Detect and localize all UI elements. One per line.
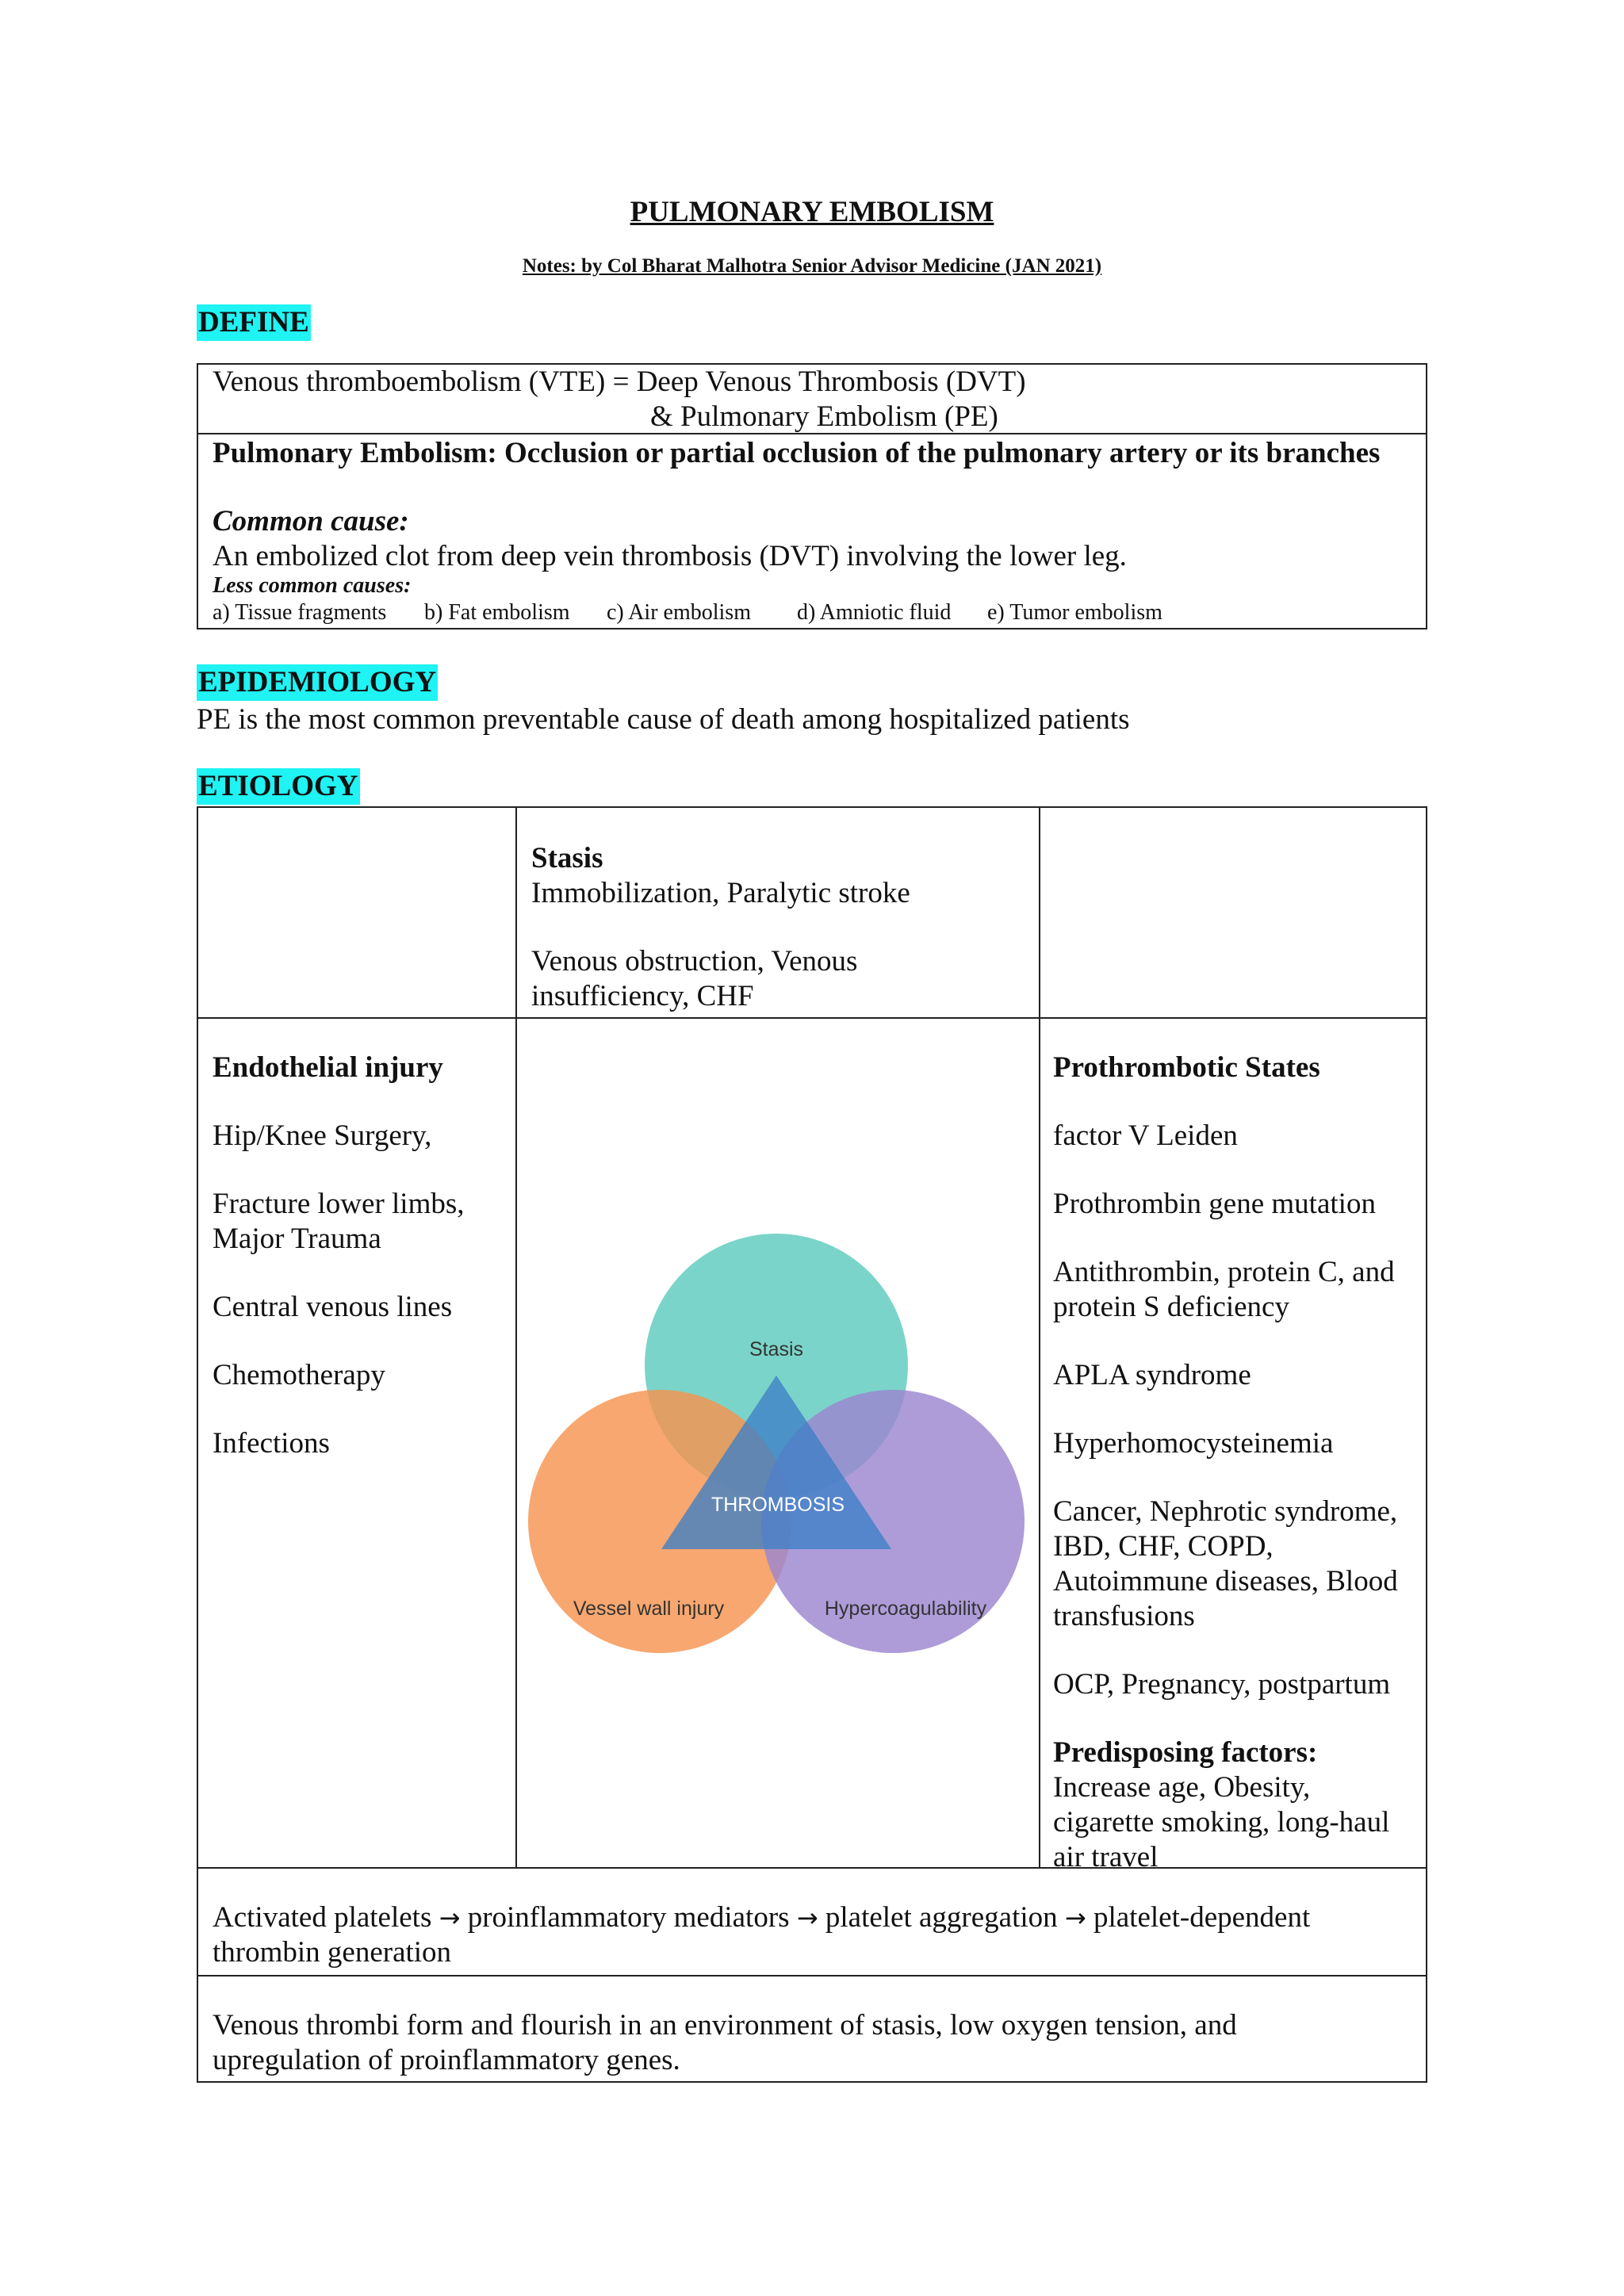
table-divider <box>1039 808 1040 1867</box>
vte-line-2: & Pulmonary Embolism (PE) <box>650 400 998 433</box>
etiology-heading: ETIOLOGY <box>197 768 360 805</box>
venous-thrombi-line-2: upregulation of proinflammatory genes. <box>213 2044 680 2076</box>
endothelial-title: Endothelial injury <box>213 1051 443 1084</box>
platelets-line-2: thrombin generation <box>213 1936 452 1969</box>
table-divider <box>198 1975 1426 1976</box>
less-common-item: c) Air embolism <box>607 600 751 625</box>
platelets-part: platelet-dependent <box>1093 1901 1311 1934</box>
vte-row <box>198 365 1426 434</box>
epidemiology-text: PE is the most common preventable cause of death among hospitalized patients <box>197 703 1130 736</box>
prothrombotic-item: Autoimmune diseases, Blood <box>1053 1565 1398 1598</box>
arrow-icon: → <box>796 1903 818 1933</box>
prothrombotic-item: factor V Leiden <box>1053 1119 1238 1152</box>
prothrombotic-item: Hyperhomocysteinemia <box>1053 1427 1334 1460</box>
predisposing-line: air travel <box>1053 1841 1159 1873</box>
prothrombotic-item: Prothrombin gene mutation <box>1053 1188 1376 1220</box>
prothrombotic-item: Antithrombin, protein C, and <box>1053 1256 1395 1288</box>
pe-definition: Pulmonary Embolism: Occlusion or partial occlusion of the pulmonary artery or its branches <box>213 437 1381 469</box>
arrow-icon: → <box>1064 1903 1086 1933</box>
predisposing-title: Predisposing factors: <box>1053 1736 1318 1769</box>
stasis-item: insufficiency, CHF <box>531 980 754 1012</box>
endothelial-item: Hip/Knee Surgery, <box>213 1119 432 1152</box>
stasis-cell <box>531 841 1023 1014</box>
less-common-item: d) Amniotic fluid <box>797 600 952 625</box>
prothrombotic-cell <box>1053 1050 1418 1875</box>
prothrombotic-item: OCP, Pregnancy, postpartum <box>1053 1668 1391 1701</box>
venous-thrombi-line-1: Venous thrombi form and flourish in an environment of stasis, low oxygen tension, and <box>213 2009 1237 2042</box>
venous-thrombi-row <box>213 2008 1410 2078</box>
platelets-part: platelet aggregation <box>825 1901 1058 1934</box>
prothrombotic-title: Prothrombotic States <box>1053 1051 1320 1084</box>
define-heading: DEFINE <box>197 304 311 341</box>
page-title: PULMONARY EMBOLISM <box>630 196 994 228</box>
stasis-item: Venous obstruction, Venous <box>531 945 858 978</box>
less-common-item: a) Tissue fragments <box>213 600 387 625</box>
etiology-table <box>197 806 1427 2083</box>
platelets-part: Activated platelets <box>213 1901 432 1934</box>
endothelial-cell <box>213 1050 506 1461</box>
venn-hyper-label: Hypercoagulability <box>824 1598 987 1620</box>
prothrombotic-item: protein S deficiency <box>1053 1291 1289 1323</box>
predisposing-line: cigarette smoking, long-haul <box>1053 1806 1390 1839</box>
venn-vessel-label: Vessel wall injury <box>573 1598 725 1620</box>
endothelial-item: Fracture lower limbs, <box>213 1188 465 1220</box>
platelets-part: proinflammatory mediators <box>467 1901 790 1934</box>
common-cause-text: An embolized clot from deep vein thrombosis (DVT) involving the lower leg. <box>213 540 1127 572</box>
thrombosis-venn-diagram <box>517 1019 1037 1866</box>
vte-line-1: Venous thromboembolism (VTE) = Deep Venous Thrombosis (DVT) <box>213 365 1026 398</box>
stasis-title: Stasis <box>531 842 603 874</box>
platelets-row <box>213 1900 1410 1970</box>
prothrombotic-item: Cancer, Nephrotic syndrome, <box>1053 1495 1398 1528</box>
page-subtitle: Notes: by Col Bharat Malhotra Senior Advisor Medicine (JAN 2021) <box>522 255 1102 277</box>
prothrombotic-item: transfusions <box>1053 1600 1195 1632</box>
epidemiology-heading: EPIDEMIOLOGY <box>197 664 438 701</box>
venn-stasis-label: Stasis <box>749 1338 804 1360</box>
prothrombotic-item: APLA syndrome <box>1053 1359 1251 1391</box>
venn-center-label: THROMBOSIS <box>710 1494 845 1516</box>
less-common-label: Less common causes: <box>213 573 412 598</box>
endothelial-item: Major Trauma <box>213 1223 381 1255</box>
arrow-icon: → <box>439 1903 461 1933</box>
define-box <box>197 363 1427 629</box>
less-common-item: b) Fat embolism <box>424 600 570 625</box>
predisposing-line: Increase age, Obesity, <box>1053 1771 1311 1804</box>
common-cause-label: Common cause: <box>213 505 409 538</box>
less-common-item: e) Tumor embolism <box>987 600 1162 625</box>
prothrombotic-item: IBD, CHF, COPD, <box>1053 1530 1274 1563</box>
endothelial-item: Central venous lines <box>213 1291 453 1323</box>
stasis-item: Immobilization, Paralytic stroke <box>531 877 910 909</box>
endothelial-item: Infections <box>213 1427 330 1460</box>
endothelial-item: Chemotherapy <box>213 1359 385 1391</box>
